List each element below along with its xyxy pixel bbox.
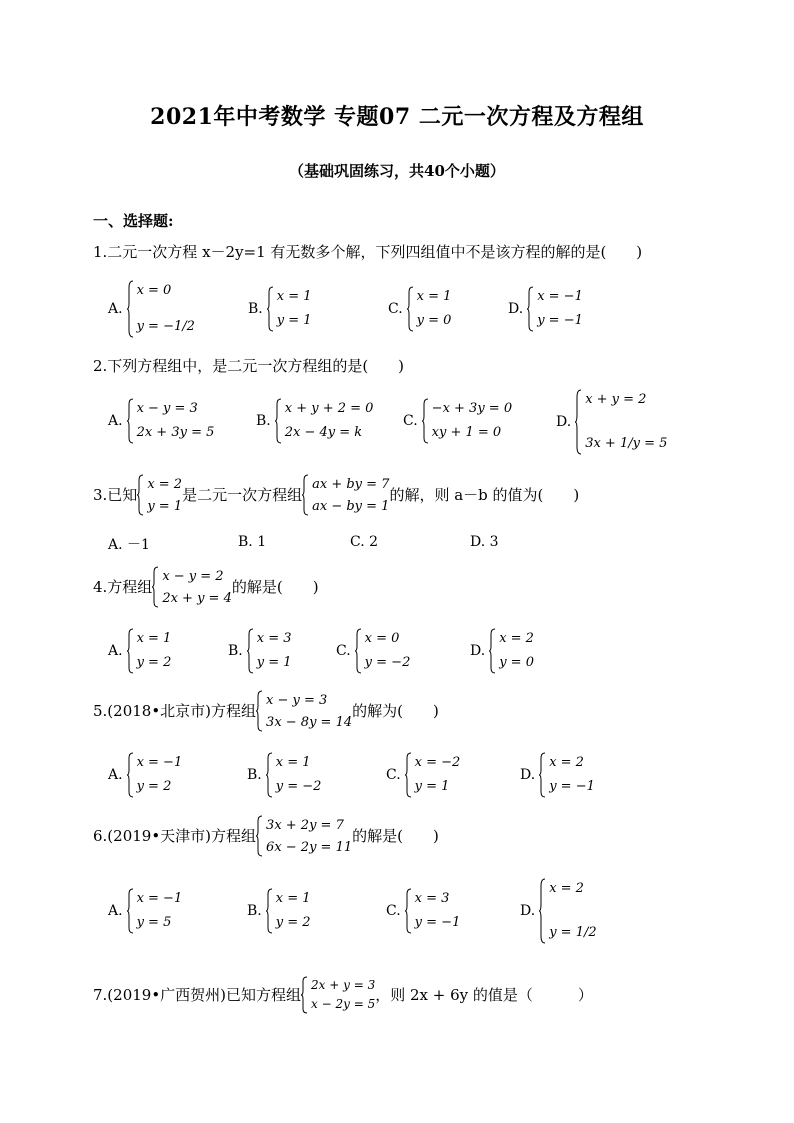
equation: y = 2 (136, 779, 172, 794)
q4-option-d[interactable] (470, 628, 534, 674)
equation: x − y = 3 (136, 401, 198, 416)
q5-option-b[interactable] (247, 752, 321, 798)
equation: x = −1 (136, 891, 183, 906)
equation: 2x + y = 3 (311, 978, 376, 992)
q7-post-text: ，则 2x + 6y 的值是（ ） (375, 986, 593, 1004)
option-label: A. (108, 643, 123, 659)
equation-system (539, 752, 595, 798)
option-label: C. (336, 643, 351, 659)
equation-system (127, 628, 172, 674)
equation: y = 1/2 (549, 925, 597, 940)
equation: x + y + 2 = 0 (284, 401, 374, 416)
equation: x = 3 (256, 631, 292, 646)
equation: y = 0 (499, 655, 534, 670)
q2-option-b[interactable] (256, 398, 373, 444)
q4-option-b[interactable] (228, 628, 292, 674)
question-4-stem (93, 566, 319, 608)
equation: x = 2 (549, 881, 584, 896)
q7-pre-text: 7.(2019•广西贺州)已知方程组 (93, 986, 302, 1004)
q3-option-b[interactable]: B. 1 (238, 534, 267, 550)
option-label: D. (470, 643, 486, 659)
option-label: B. (247, 903, 262, 919)
equation: x = −1 (136, 755, 183, 770)
equation-system (247, 628, 292, 674)
option-label: A. (108, 903, 123, 919)
q2-option-a[interactable] (108, 398, 214, 444)
equation: y = 2 (275, 915, 311, 930)
equation: 2x − 4y = k (284, 425, 363, 440)
equation: ax + by = 7 (312, 477, 390, 492)
equation: ax − by = 1 (312, 499, 390, 514)
equation: 2x + 3y = 5 (136, 425, 215, 440)
equation-system (266, 888, 311, 934)
q6-option-d[interactable] (520, 878, 597, 944)
q6-option-b[interactable] (247, 888, 311, 934)
equation: x = 2 (499, 631, 534, 646)
equation-system (127, 888, 183, 934)
option-label: D. (520, 767, 536, 783)
option-label: B. (248, 301, 263, 317)
q2-option-d[interactable] (556, 389, 667, 455)
q1-option-d[interactable] (508, 286, 583, 332)
equation: y = −1 (537, 313, 583, 328)
equation: 6x − 2y = 11 (266, 840, 353, 855)
equation-system (301, 976, 375, 1014)
q6-pre-text: 6.(2019•天津市)方程组 (93, 827, 257, 845)
option-label: D. (556, 414, 572, 430)
equation-system (422, 398, 512, 444)
q5-option-a[interactable] (108, 752, 182, 798)
equation: 3x + 2y = 7 (266, 818, 344, 833)
equation-system (407, 286, 452, 332)
equation: y = −2 (275, 779, 322, 794)
q6-option-a[interactable] (108, 888, 182, 934)
q3-mid-text: 是二元一次方程组 (182, 486, 303, 504)
section-heading: 一、选择题: (93, 212, 174, 230)
equation-system (267, 286, 312, 332)
q3-option-d[interactable]: D. 3 (470, 534, 499, 550)
q4-option-a[interactable] (108, 628, 171, 674)
equation: y = 1 (147, 499, 183, 514)
equation-system (489, 628, 534, 674)
equation: x − y = 3 (266, 693, 328, 708)
option-label: B. (256, 413, 271, 429)
equation: −x + 3y = 0 (431, 401, 513, 416)
equation: y = 1 (256, 655, 292, 670)
equation-system (405, 752, 461, 798)
equation-system (266, 752, 322, 798)
equation: x = −2 (414, 755, 461, 770)
question-3-stem (93, 474, 579, 516)
equation: x − y = 2 (162, 569, 224, 584)
option-label: C. (386, 903, 401, 919)
q1-option-a[interactable] (108, 278, 195, 340)
q4-post-text: 的解是( ) (231, 578, 319, 596)
equation-system (127, 752, 183, 798)
q6-option-c[interactable] (386, 888, 460, 934)
equation: 3x + 1/y = 5 (585, 436, 668, 451)
equation: y = 1 (276, 313, 312, 328)
option-label: C. (386, 767, 401, 783)
equation: x = 0 (364, 631, 400, 646)
question-1-stem: 1.二元一次方程 x－2y=1 有无数多个解，下列四组值中不是该方程的解的是( ) (93, 243, 643, 261)
equation: x = 1 (136, 631, 172, 646)
question-5-stem (93, 690, 439, 732)
option-label: B. (228, 643, 243, 659)
equation-system (256, 815, 352, 857)
q3-pre-text: 3.已知 (93, 486, 138, 504)
equation-system (575, 389, 667, 455)
q2-option-c[interactable] (403, 398, 512, 444)
equation: x = 1 (416, 289, 452, 304)
question-7-stem (93, 976, 593, 1014)
equation-system (137, 474, 182, 516)
equation: x − 2y = 5 (311, 997, 376, 1011)
option-label: B. (247, 767, 262, 783)
option-label: A. (108, 301, 123, 317)
option-label: D. (508, 301, 524, 317)
equation: y = 2 (136, 655, 172, 670)
equation: x = 1 (275, 891, 311, 906)
equation-system (302, 474, 389, 516)
option-label: A. (108, 767, 123, 783)
equation-system (127, 280, 195, 338)
equation-system (405, 888, 461, 934)
option-label: C. (403, 413, 418, 429)
equation: x = 0 (136, 283, 172, 298)
q1-option-c[interactable] (388, 286, 451, 332)
equation: y = 1 (414, 779, 450, 794)
question-6-stem (93, 815, 439, 857)
q1-option-b[interactable] (248, 286, 312, 332)
q5-option-d[interactable] (520, 752, 595, 798)
option-label: A. (108, 413, 123, 429)
equation: x = 2 (147, 477, 183, 492)
equation: x = 2 (549, 755, 584, 770)
q3-option-c[interactable]: C. 2 (350, 534, 379, 550)
q4-option-c[interactable] (336, 628, 410, 674)
equation-system (355, 628, 411, 674)
equation-system (527, 286, 583, 332)
q4-pre-text: 4.方程组 (93, 578, 153, 596)
page-subtitle: （基础巩固练习，共40个小题） (289, 162, 505, 180)
page-title: 2021年中考数学 专题07 二元一次方程及方程组 (150, 104, 644, 130)
equation: x = 3 (414, 891, 450, 906)
equation: x = −1 (537, 289, 583, 304)
question-2-stem: 2.下列方程组中，是二元一次方程组的是( ) (93, 357, 405, 375)
q5-option-c[interactable] (386, 752, 460, 798)
equation: y = 5 (136, 915, 172, 930)
q5-pre-text: 5.(2018•北京市)方程组 (93, 702, 257, 720)
equation: x = 1 (275, 755, 311, 770)
q5-post-text: 的解为( ) (352, 702, 439, 720)
equation-system (539, 878, 596, 944)
q3-post-text: 的解，则 a－b 的值为( ) (389, 486, 580, 504)
equation: y = −2 (364, 655, 411, 670)
equation: 2x + y = 4 (162, 591, 232, 606)
equation-system (127, 398, 215, 444)
option-label: C. (388, 301, 403, 317)
equation-system (152, 566, 232, 608)
q6-post-text: 的解是( ) (352, 827, 439, 845)
equation-system (275, 398, 374, 444)
equation: y = 0 (416, 313, 452, 328)
equation-system (256, 690, 352, 732)
equation: y = −1 (549, 779, 595, 794)
q3-option-a[interactable]: A. －1 (108, 537, 150, 553)
equation: y = −1/2 (136, 319, 195, 334)
equation: y = −1 (414, 915, 461, 930)
equation: xy + 1 = 0 (431, 425, 502, 440)
equation: 3x − 8y = 14 (266, 715, 353, 730)
equation: x = 1 (276, 289, 312, 304)
option-label: D. (520, 903, 536, 919)
equation: x + y = 2 (585, 392, 647, 407)
